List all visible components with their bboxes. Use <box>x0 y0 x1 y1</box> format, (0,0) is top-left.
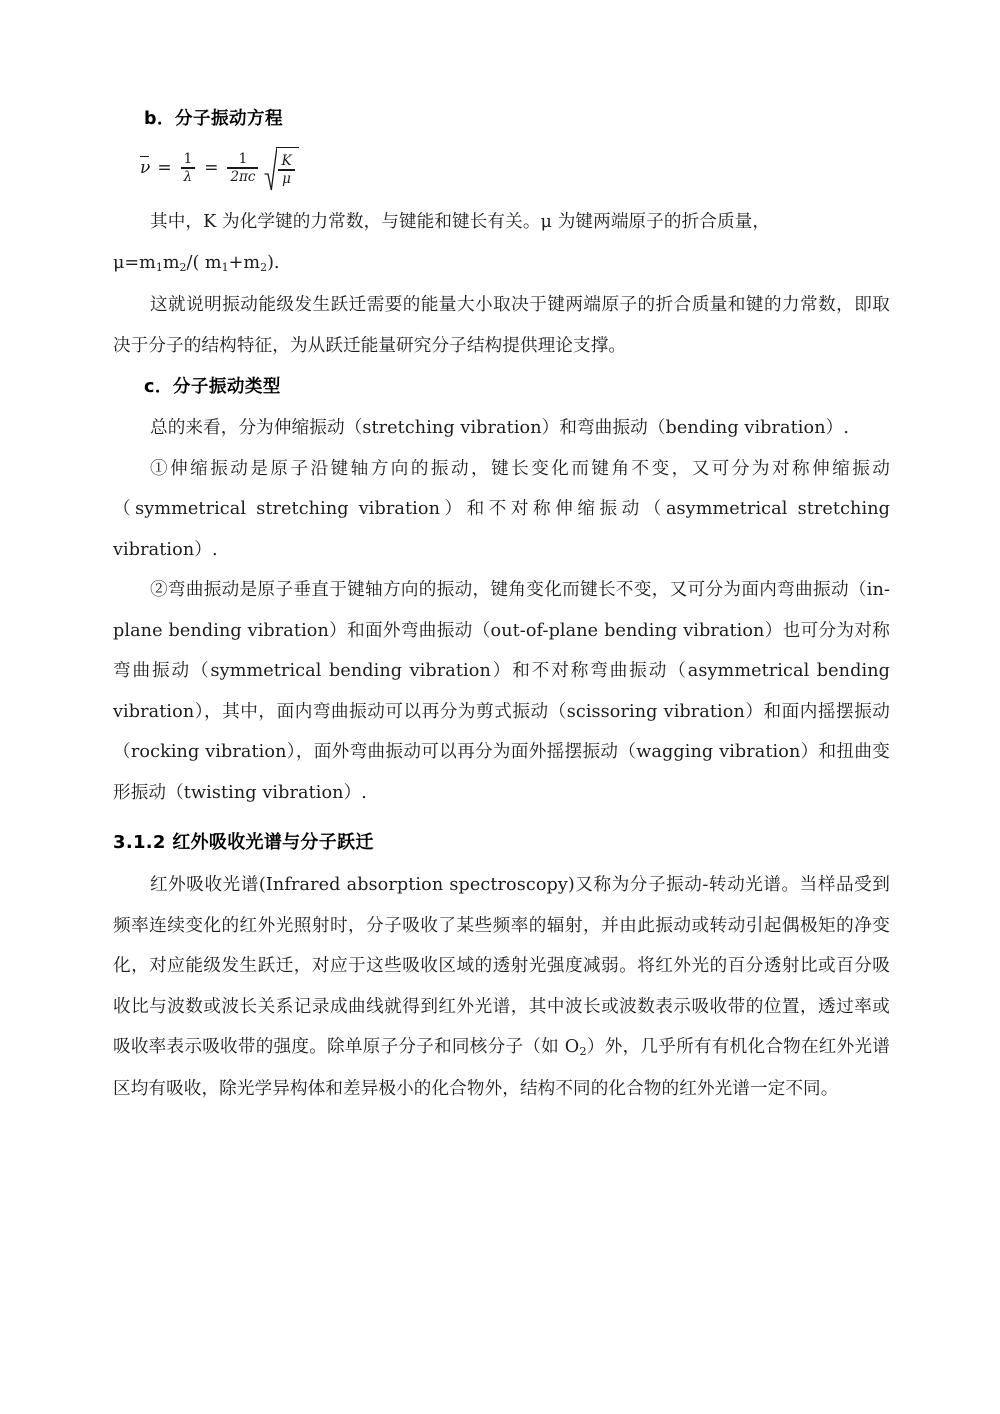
formula-square-root <box>264 147 298 191</box>
formula-frac1-denominator: λ <box>183 168 193 185</box>
vibration-equation-formula <box>113 140 890 198</box>
formula-radicand-k-over-mu <box>276 147 298 191</box>
mu-sub-2: 2 <box>179 260 187 274</box>
mu-prefix: μ=m <box>113 252 156 273</box>
heading-molecular-vibration-types: c．分子振动类型 <box>144 377 281 397</box>
page-content <box>113 104 890 1109</box>
reduced-mass-expression <box>113 243 890 286</box>
mu-mid-3: +m <box>228 252 261 273</box>
paragraph-bending-vibration: ②弯曲振动是原子垂直于键轴方向的振动，键角变化而键长不变，又可分为面内弯曲振动（in-plane bending vibration）和面外弯曲振动（out-of-plane bending vibration）也可分为对称弯曲振动（symmetrical bending vibration）和不对称弯曲振动（asymmetrical bending vibration），其中，面内弯曲振动可以再分为剪式振动（scissoring vibration）和面内摇摆振动（rocking vibration），面外弯曲振动可以再分为面外摇摆振动（wagging vibration）和扭曲变形振动（twisting vibration）. <box>113 580 890 803</box>
formula-equals-2: = <box>204 158 219 178</box>
heading-molecular-vibration-equation: b．分子振动方程 <box>144 109 284 129</box>
mu-mid-2: /( m <box>186 252 222 273</box>
formula-equals-1: = <box>157 158 172 178</box>
formula-expression <box>140 146 299 190</box>
mu-sub-1: 1 <box>155 260 163 274</box>
paragraph-ir-absorption-spectroscopy <box>113 865 890 1109</box>
paragraph-k-and-mu-definition: 其中，K 为化学键的力常数，与键能和键长有关。μ 为键两端原子的折合质量， <box>150 212 771 232</box>
formula-fraction-one-over-lambda <box>181 152 196 184</box>
heading-section-3-1-2: 3.1.2 红外吸收光谱与分子跃迁 <box>113 832 374 853</box>
ir-paragraph-part-1: 红外吸收光谱(Infrared absorption spectroscopy)又称为分子振动-转动光谱。当样品受到频率连续变化的红外光照射时，分子吸收了某些频率的辐射，并由此振动或转动引起偶极矩的净变化，对应能级发生跃迁，对应于这些吸收区域的透射光强度减弱。将红外光的百分透射比或百分吸收比与波数或波长关系记录成曲线就得到红外光谱，其中波长或波数表示吸收带的位置，透过率或吸收率表示吸收带的强度。除单原子分子和同核分子（如 O <box>113 875 890 1057</box>
formula-frac2-numerator: 1 <box>238 150 248 167</box>
mu-sub-4: 2 <box>260 260 268 274</box>
radical-sign-icon <box>264 147 277 191</box>
paragraph-stretching-vibration: ①伸缩振动是原子沿键轴方向的振动，键长变化而键角不变，又可分为对称伸缩振动（symmetrical stretching vibration）和不对称伸缩振动（asymmetrical stretching vibration）. <box>113 458 890 560</box>
formula-sqrt-numerator: K <box>281 152 292 169</box>
formula-sqrt-denominator: μ <box>282 170 291 187</box>
formula-fraction-one-over-2pic <box>227 152 258 184</box>
mu-suffix: ). <box>267 252 280 273</box>
paragraph-energy-level-transition: 这就说明振动能级发生跃迁需要的能量大小取决于键两端原子的折合质量和键的力常数，即取决于分子的结构特征，为从跃迁能量研究分子结构提供理论支撑。 <box>113 295 890 356</box>
mu-mid-1: m <box>162 252 180 273</box>
formula-nu-bar: ν <box>140 158 151 178</box>
formula-frac2-denominator: 2πc <box>230 168 256 185</box>
oxygen-subscript: 2 <box>579 1044 587 1058</box>
ir-paragraph-part-2: ）外，几乎所有有机化合物在红外光谱区均有吸收，除光学异构体和差异极小的化合物外，结构不同的化合物的红外光谱一定不同。 <box>113 1037 891 1099</box>
formula-frac1-numerator: 1 <box>183 150 193 167</box>
mu-sub-3: 1 <box>221 260 229 274</box>
paragraph-vibration-overview: 总的来看，分为伸缩振动（stretching vibration）和弯曲振动（bending vibration）. <box>150 418 850 438</box>
